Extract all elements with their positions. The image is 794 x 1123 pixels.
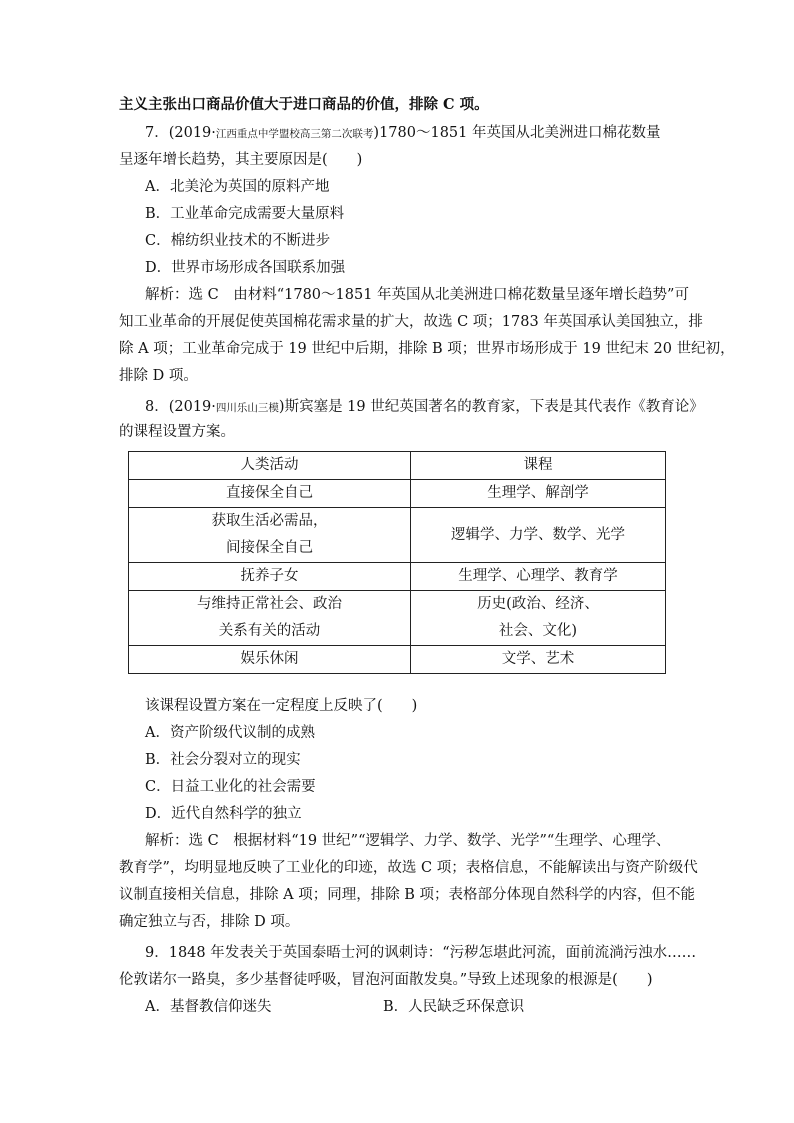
q7-stem-a: )1780～1851 年英国从北美洲进口棉花数量: [373, 125, 661, 141]
table-cell-course: 生理学、解剖学: [411, 480, 666, 508]
q8-question: 该课程设置方案在一定程度上反映了( ): [145, 698, 418, 714]
table-row: [129, 508, 666, 563]
table-cell-activity: 娱乐休闲: [129, 646, 411, 674]
q9-option-b: B．人民缺乏环保意识: [383, 999, 525, 1015]
table-cell-activity: 获取生活必需品， 间接保全自己: [129, 508, 411, 563]
q8-stem-line-2: 的课程设置方案。: [119, 424, 235, 440]
q7-number: 7．(2019·: [145, 125, 216, 141]
q8-option-b: B．社会分裂对立的现实: [145, 752, 301, 768]
q7-option-c: C．棉纺织业技术的不断进步: [145, 233, 331, 249]
q8-stem-a: )斯宾塞是 19 世纪英国著名的教育家，下表是其代表作《教育论》: [278, 399, 704, 415]
q7-stem-line-1: [145, 123, 660, 144]
intro-line: 主义主张出口商品价值大于进口商品的价值，排除 C 项。: [119, 96, 489, 113]
table-cell-activity: 与维持正常社会、政治 关系有关的活动: [129, 591, 411, 646]
q8-option-a: A．资产阶级代议制的成熟: [145, 725, 315, 741]
table-row: [129, 480, 666, 508]
q8-analysis-line-4: 确定独立与否，排除 D 项。: [119, 914, 300, 930]
q7-source: 江西重点中学盟校高三第二次联考: [215, 128, 374, 140]
q8-analysis-line-2: 教育学”，均明显地反映了工业化的印迹，故选 C 项；表格信息，不能解读出与资产阶级代: [119, 860, 698, 876]
table-cell-course: 文学、艺术: [411, 646, 666, 674]
table-header-row: [129, 452, 666, 480]
q8-analysis-line-1: 解析：选 C 根据材料“19 世纪”“逻辑学、力学、数学、光学”“生理学、心理学、: [145, 833, 671, 849]
q8-source: 四川乐山三模: [215, 402, 279, 414]
q7-stem-line-2: 呈逐年增长趋势，其主要原因是( ): [119, 152, 363, 168]
q7-analysis-line-3: 除 A 项；工业革命完成于 19 世纪中后期，排除 B 项；世界市场形成于 19 世纪末 20 世纪初，: [119, 341, 735, 357]
table-row: [129, 563, 666, 591]
table-cell-activity: 抚养子女: [129, 563, 411, 591]
table-row: [129, 591, 666, 646]
q7-analysis-line-2: 知工业革命的开展促使英国棉花需求量的扩大，故选 C 项；1783 年英国承认美国独立，排: [119, 314, 703, 330]
q8-number: 8．(2019·: [145, 399, 216, 415]
q7-analysis-line-4: 排除 D 项。: [119, 368, 198, 384]
q8-option-c: C．日益工业化的社会需要: [145, 779, 316, 795]
q7-option-d: D．世界市场形成各国联系加强: [145, 260, 346, 276]
q9-stem-line-1: 9．1848 年发表关于英国泰晤士河的讽刺诗：“污秽怎堪此河流，面前流淌污浊水……: [145, 945, 697, 961]
q8-option-d: D．近代自然科学的独立: [145, 806, 302, 822]
q9-stem-line-2: 伦敦诺尔一路臭，多少基督徒呼吸，冒泡河面散发臭。”导致上述现象的根源是( ): [119, 972, 653, 988]
q8-analysis-line-3: 议制直接相关信息，排除 A 项；同理，排除 B 项；表格部分体现自然科学的内容，但不能: [119, 887, 696, 903]
q9-option-a: A．基督教信仰迷失: [145, 999, 272, 1015]
table-cell-course: 逻辑学、力学、数学、光学: [411, 508, 666, 563]
table-cell-course: 历史(政治、经济、 社会、文化): [411, 591, 666, 646]
table-cell-activity: 直接保全自己: [129, 480, 411, 508]
table-header-activity: 人类活动: [129, 452, 411, 480]
q7-option-b: B．工业革命完成需要大量原料: [145, 206, 345, 222]
table-header-course: 课程: [411, 452, 666, 480]
table-row: [129, 646, 666, 674]
table-cell-course: 生理学、心理学、教育学: [411, 563, 666, 591]
q7-option-a: A．北美沦为英国的原料产地: [145, 179, 330, 195]
q7-analysis-line-1: 解析：选 C 由材料“1780～1851 年英国从北美洲进口棉花数量呈逐年增长趋势”可: [145, 287, 689, 303]
curriculum-table: [128, 451, 666, 674]
q8-stem-line-1: [145, 397, 704, 418]
